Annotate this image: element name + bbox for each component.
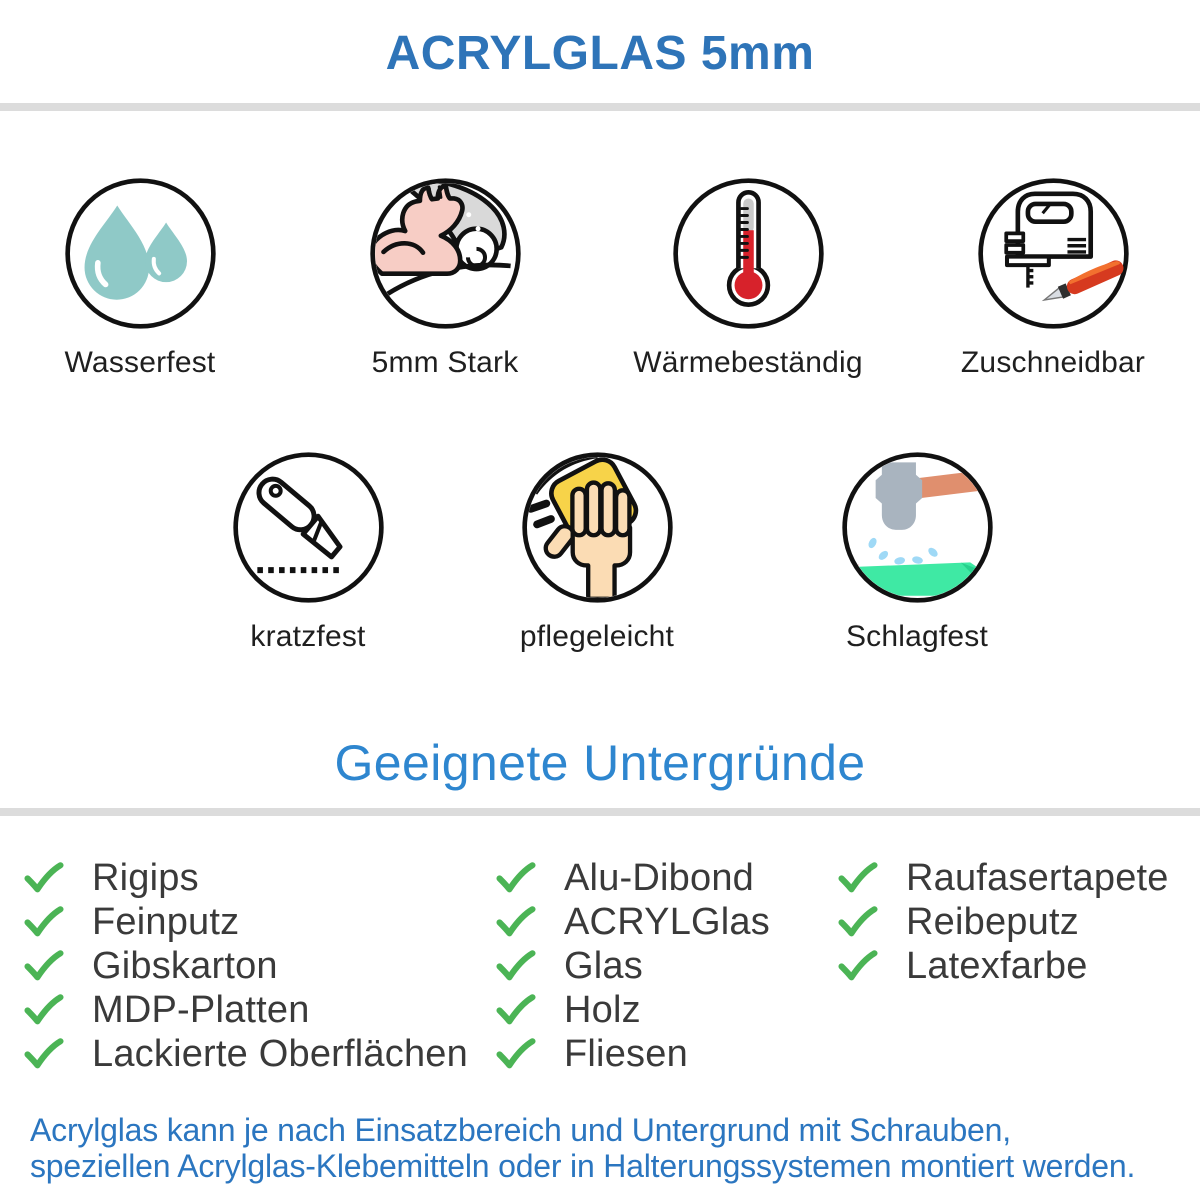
substrate-label: Holz: [564, 988, 641, 1031]
section-title: Geeignete Untergründe: [334, 735, 866, 791]
muscle-arm-icon: [368, 176, 523, 331]
wiping-hand-icon: [520, 450, 675, 605]
substrate-label: ACRYLGlas: [564, 900, 770, 943]
list-item: [838, 856, 1169, 900]
feature-heat-resistant: [618, 176, 878, 380]
list-item: [24, 944, 468, 988]
substrate-column-1: [24, 856, 468, 1076]
check-icon: [24, 994, 64, 1026]
check-icon: [838, 862, 878, 894]
feature-waterproof: [10, 176, 270, 380]
check-icon: [496, 950, 536, 982]
list-item: [24, 900, 468, 944]
substrate-label: Feinputz: [92, 900, 240, 943]
check-icon: [24, 950, 64, 982]
substrate-label: MDP-Platten: [92, 988, 310, 1031]
list-item: [496, 988, 770, 1032]
substrate-label: Gibskarton: [92, 944, 278, 987]
check-icon: [496, 862, 536, 894]
feature-label: Zuschneidbar: [960, 346, 1146, 379]
utility-knife-icon: [231, 450, 386, 605]
hammer-impact-icon: [840, 450, 995, 605]
substrate-label: Rigips: [92, 856, 199, 899]
substrate-label: Lackierte Oberflächen: [92, 1032, 468, 1075]
list-item: [24, 1032, 468, 1076]
feature-thickness: [315, 176, 575, 380]
check-icon: [838, 906, 878, 938]
feature-label: kratzfest: [250, 620, 366, 653]
substrate-column-2: [496, 856, 770, 1076]
feature-impact-resistant: [787, 450, 1047, 654]
list-item: [496, 944, 770, 988]
check-icon: [838, 950, 878, 982]
list-item: [24, 856, 468, 900]
check-icon: [24, 1038, 64, 1070]
feature-easy-care: [467, 450, 727, 654]
thermometer-icon: [671, 176, 826, 331]
feature-cuttable: [923, 176, 1183, 380]
list-item: [496, 900, 770, 944]
substrate-column-3: [838, 856, 1169, 988]
water-drops-icon: [63, 176, 218, 331]
substrate-label: Glas: [564, 944, 643, 987]
substrate-label: Fliesen: [564, 1032, 688, 1075]
check-icon: [496, 906, 536, 938]
feature-label: Wärmebeständig: [633, 346, 863, 379]
substrate-label: Raufasertapete: [906, 856, 1169, 899]
substrate-label: Alu-Dibond: [564, 856, 754, 899]
divider: [0, 103, 1200, 111]
list-item: [496, 1032, 770, 1076]
feature-label: 5mm Stark: [371, 346, 519, 379]
substrate-label: Latexfarbe: [906, 944, 1088, 987]
jigsaw-knife-icon: [976, 176, 1131, 331]
feature-label: pflegeleicht: [519, 620, 675, 653]
check-icon: [496, 1038, 536, 1070]
check-icon: [496, 994, 536, 1026]
page-title: ACRYLGLAS 5mm: [385, 27, 815, 80]
feature-scratch-resistant: [178, 450, 438, 654]
list-item: [838, 944, 1169, 988]
feature-label: Wasserfest: [64, 346, 216, 379]
list-item: [496, 856, 770, 900]
divider: [0, 808, 1200, 816]
mounting-note-line2: speziellen Acrylglas-Klebemitteln oder in Halterungssystemen montiert werden.: [30, 1148, 1136, 1184]
substrate-label: Reibeputz: [906, 900, 1079, 943]
check-icon: [24, 862, 64, 894]
list-item: [838, 900, 1169, 944]
check-icon: [24, 906, 64, 938]
mounting-note: [30, 1112, 1135, 1184]
list-item: [24, 988, 468, 1032]
mounting-note-line1: Acrylglas kann je nach Einsatzbereich und Untergrund mit Schrauben,: [30, 1112, 1011, 1148]
feature-label: Schlagfest: [845, 620, 989, 653]
